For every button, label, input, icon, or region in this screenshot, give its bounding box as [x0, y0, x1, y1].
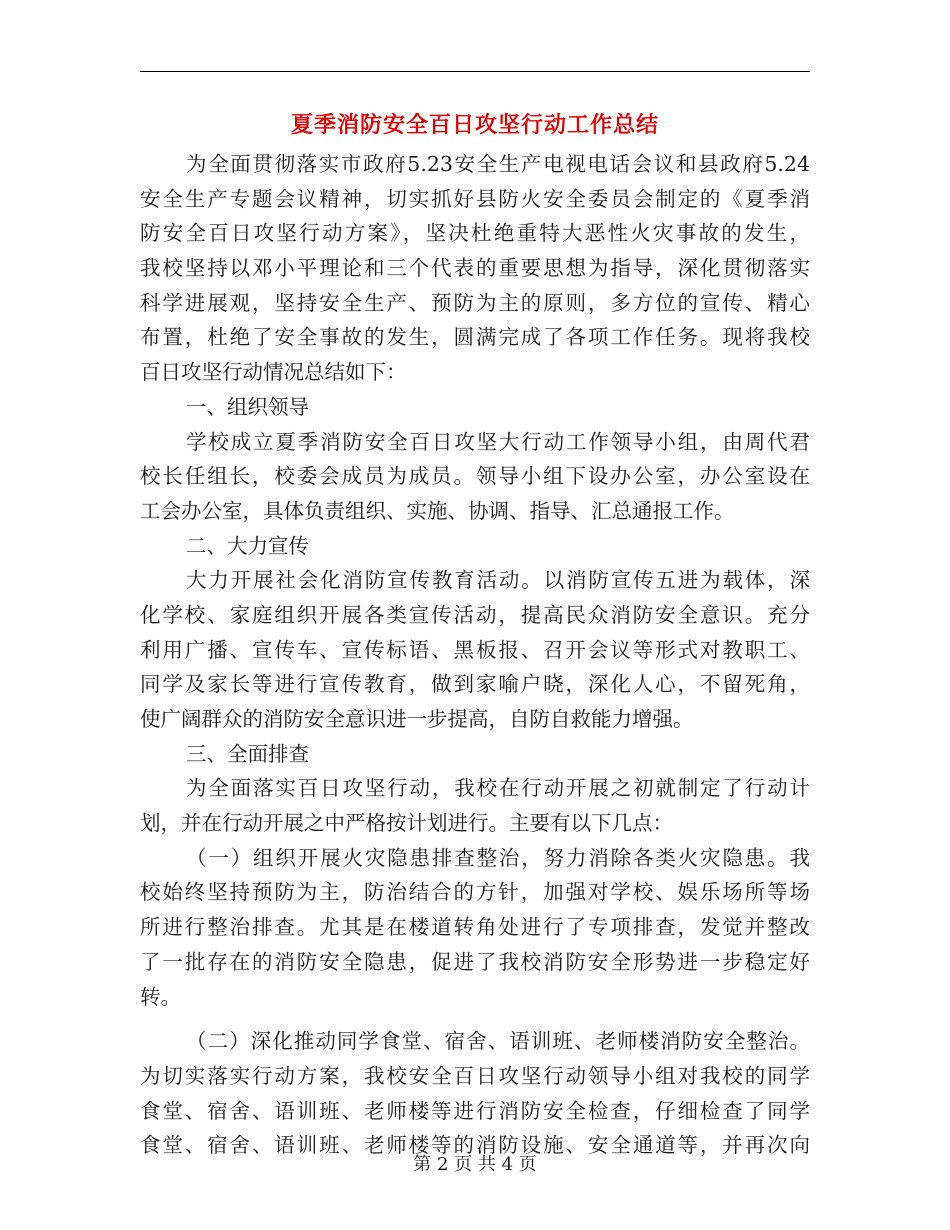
text-line: 食堂、宿舍、语训班、老师楼等的消防设施、安全通道等，并再次向 — [140, 1133, 810, 1158]
text-line: 三、全面排查 — [186, 741, 309, 766]
text-line: 划，并在行动开展之中严格按计划进行。主要有以下几点： — [140, 811, 673, 836]
text-line: 布置，杜绝了安全事故的发生，圆满完成了各项工作任务。现将我校 — [140, 325, 810, 350]
text-line: 使广阔群众的消防安全意识进一步提高，自防自救能力增强。 — [140, 707, 694, 731]
text-line: 校长任组长，校委会成员为成员。领导小组下设办公室，办公室设在 — [140, 464, 810, 489]
text-line: 一、组织领导 — [186, 394, 309, 419]
text-line: 安全生产专题会议精神，切实抓好县防火安全委员会制定的《夏季消 — [140, 186, 810, 211]
text-line: 为切实落实行动方案，我校安全百日攻坚行动领导小组对我校的同学 — [140, 1063, 810, 1088]
text-line: 防安全百日攻坚行动方案》，坚决杜绝重特大恶性火灾事故的发生， — [140, 221, 810, 246]
text-line: 二、大力宣传 — [186, 533, 309, 558]
text-line: 校始终坚持预防为主，防治结合的方针，加强对学校、娱乐场所等场 — [140, 880, 810, 905]
text-line: （一）组织开展火灾隐患排查整治，努力消除各类火灾隐患。我 — [186, 845, 810, 870]
text-line: （二）深化推动同学食堂、宿舍、语训班、老师楼消防安全整治。 — [186, 1029, 810, 1054]
text-line: 学校成立夏季消防安全百日攻坚大行动工作领导小组，由周代君 — [186, 429, 810, 454]
text-line: 同学及家长等进行宣传教育，做到家喻户晓，深化人心，不留死角， — [140, 672, 810, 697]
text-line: 利用广播、宣传车、宣传标语、黑板报、召开会议等形式对教职工、 — [140, 637, 810, 662]
text-line: 工会办公室，具体负责组织、实施、协调、指导、汇总通报工作。 — [140, 498, 735, 523]
document-body — [140, 147, 810, 1163]
header-rule — [140, 71, 810, 72]
text-line: 了一批存在的消防安全隐患，促进了我校消防安全形势进一步稳定好 — [140, 949, 810, 974]
document-title: 夏季消防安全百日攻坚行动工作总结 — [290, 112, 659, 138]
text-line: 食堂、宿舍、语训班、老师楼等进行消防安全检查，仔细检查了同学 — [140, 1098, 810, 1123]
page-number: 第 2 页 共 4 页 — [413, 1154, 537, 1175]
text-line: 我校坚持以邓小平理论和三个代表的重要思想为指导，深化贯彻落实 — [140, 256, 810, 281]
text-line: 百日攻坚行动情况总结如下： — [140, 360, 407, 385]
text-line: 为全面落实百日攻坚行动，我校在行动开展之初就制定了行动计 — [186, 776, 810, 801]
text-line: 科学进展观，坚持安全生产、预防为主的原则，多方位的宣传、精心 — [140, 290, 810, 315]
text-line: 转。 — [140, 984, 181, 1009]
text-line: 大力开展社会化消防宣传教育活动。以消防宣传五进为载体，深 — [186, 568, 810, 593]
text-line: 所进行整治排查。尤其是在楼道转角处进行了专项排查，发觉并整改 — [140, 915, 810, 940]
text-line: 为全面贯彻落实市政府5.23安全生产电视电话会议和县政府5.24 — [186, 152, 810, 176]
text-line: 化学校、家庭组织开展各类宣传活动，提高民众消防安全意识。充分 — [140, 602, 810, 627]
